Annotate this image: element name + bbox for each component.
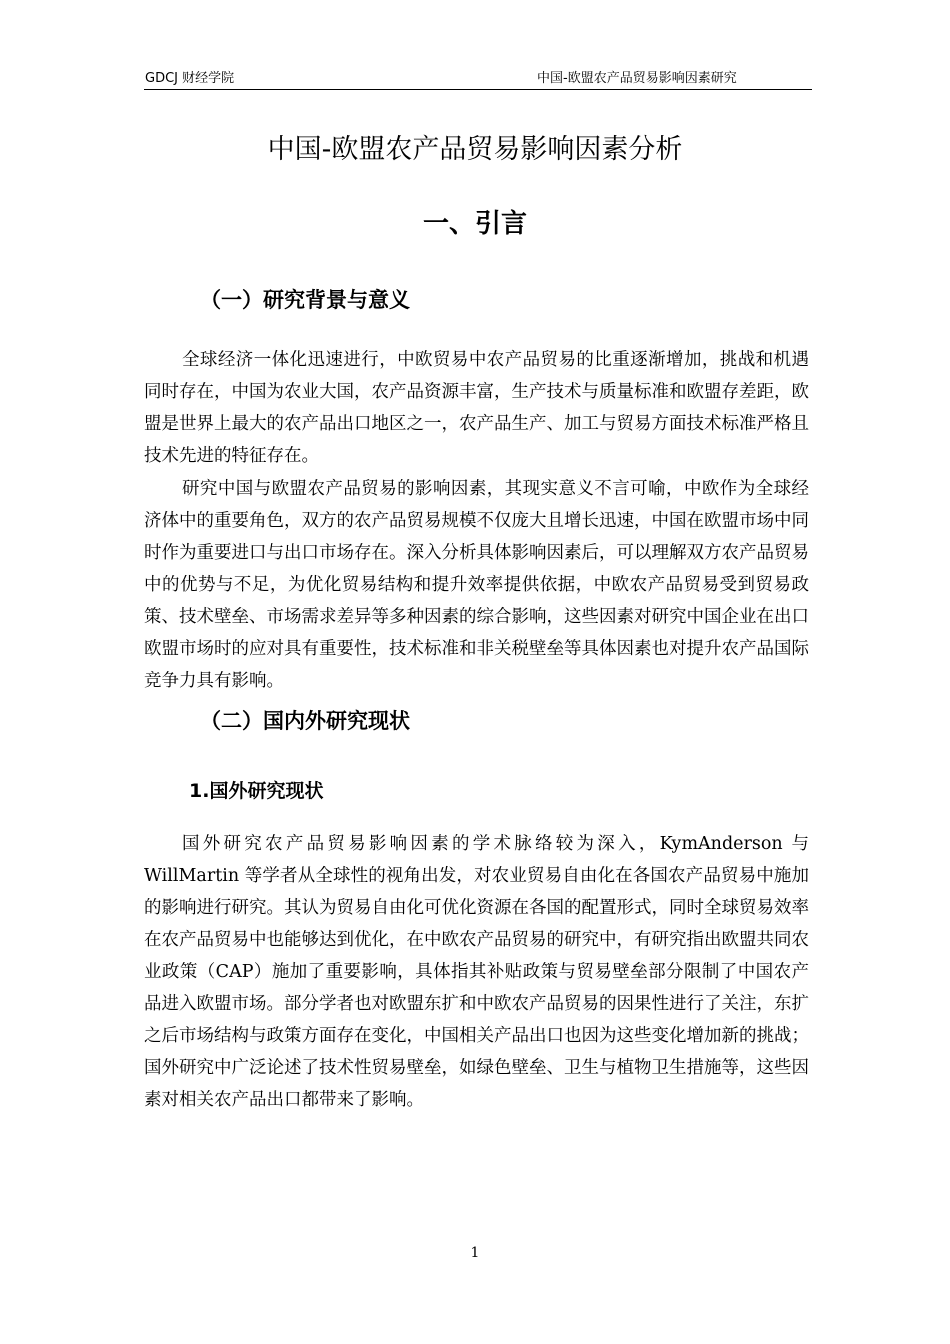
paragraph-background-2: 研究中国与欧盟农产品贸易的影响因素，其现实意义不言可喻，中欧作为全球经济体中的重要角色，双方的农产品贸易规模不仅庞大且增长迅速，中国在欧盟市场中同时作为重要进口与出口市场存在。深入分析具体影响因素后，可以理解双方农产品贸易中的优势与不足，为优化贸易结构和提升效率提供依据，中欧农产品贸易受到贸易政策、技术壁垒、市场需求差异等多种因素的综合影响，这些因素对研究中国企业在出口欧盟市场时的应对具有重要性，技术标准和非关税壁垒等具体因素也对提升农产品国际竞争力具有影响。 <box>144 479 809 691</box>
subsection-heading-research-status: （二）国内外研究现状 <box>200 709 410 733</box>
page-header <box>144 70 812 90</box>
section-heading-introduction: 一、引言 <box>422 209 527 239</box>
paragraph-background-1: 全球经济一体化迅速进行，中欧贸易中农产品贸易的比重逐渐增加，挑战和机遇同时存在，中国为农业大国，农产品资源丰富，生产技术与质量标准和欧盟存差距，欧盟是世界上最大的农产品出口地区之一，农产品生产、加工与贸易方面技术标准严格且技术先进的特征存在。 <box>144 350 809 466</box>
header-running-title: 中国-欧盟农产品贸易影响因素研究 <box>537 71 737 86</box>
subsection-heading-background: （一）研究背景与意义 <box>200 288 410 312</box>
part-heading-foreign-research: 1.国外研究现状 <box>189 780 324 802</box>
document-title: 中国-欧盟农产品贸易影响因素分析 <box>267 134 683 165</box>
paragraph-foreign-research: 国外研究农产品贸易影响因素的学术脉络较为深入，KymAnderson 与 WillMartin 等学者从全球性的视角出发，对农业贸易自由化在各国农产品贸易中施加的影响进行研究。其认为贸易自由化可优化资源在各国的配置形式，同时全球贸易效率在农产品贸易中也能够达到优化，在中欧农产品贸易的研究中，有研究指出欧盟共同农业政策（CAP）施加了重要影响，具体指其补贴政策与贸易壁垒部分限制了中国农产品进入欧盟市场。部分学者也对欧盟东扩和中欧农产品贸易的因果性进行了关注，东扩之后市场结构与政策方面存在变化，中国相关产品出口也因为这些变化增加新的挑战；国外研究中广泛论述了技术性贸易壁垒，如绿色壁垒、卫生与植物卫生措施等，这些因素对相关农产品出口都带来了影响。 <box>144 834 809 1110</box>
header-institution: GDCJ 财经学院 <box>145 71 235 86</box>
page-number: 1 <box>470 1245 480 1261</box>
